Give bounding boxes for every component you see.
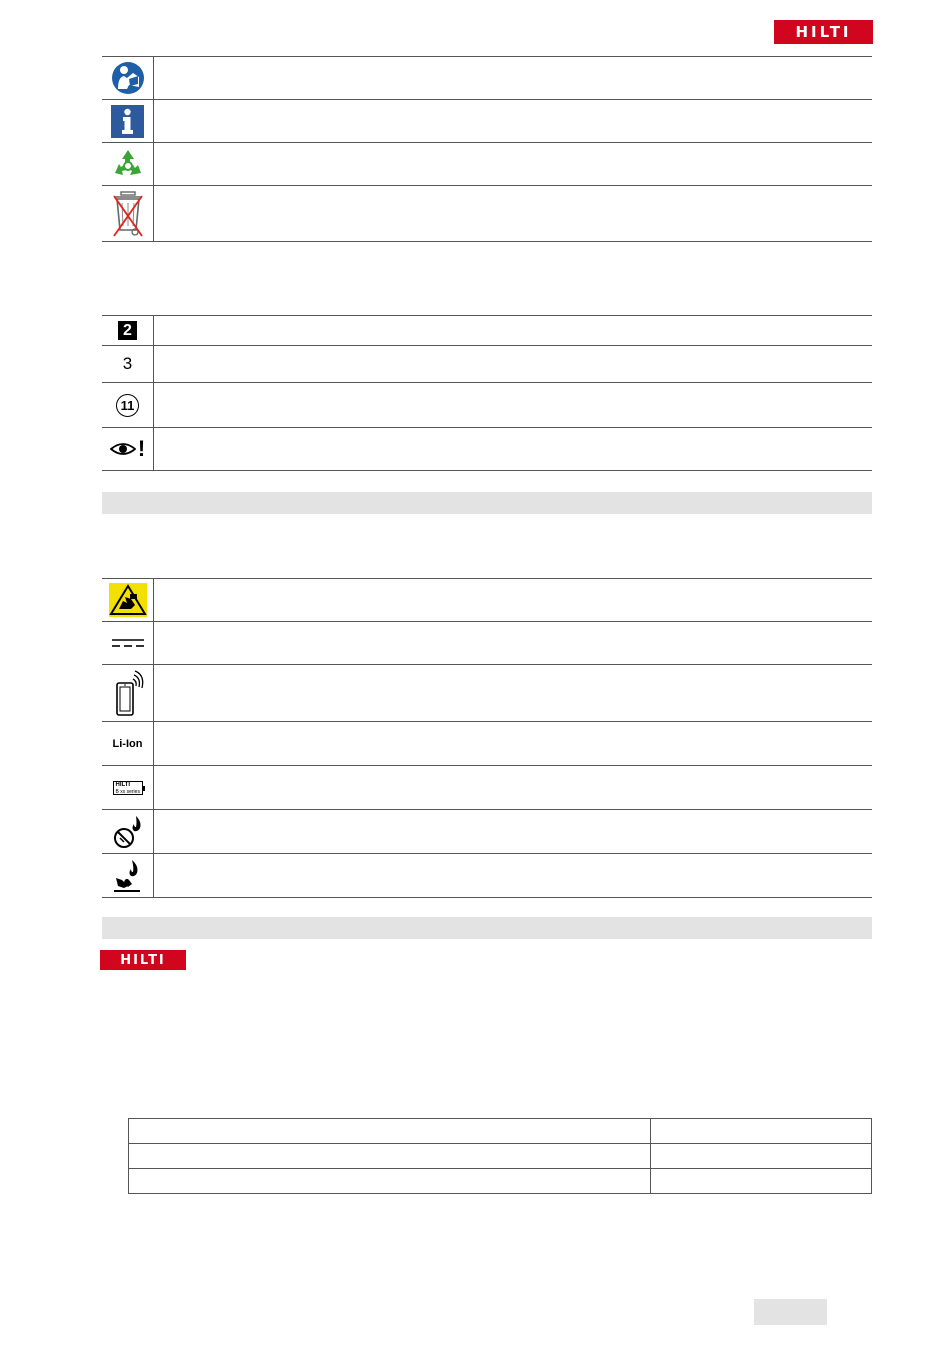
table-row	[102, 766, 872, 810]
wireless-phone-icon	[102, 665, 154, 721]
table-row	[129, 1144, 872, 1169]
table-row	[102, 810, 872, 854]
information-icon	[102, 100, 154, 142]
table-row	[102, 57, 872, 100]
table-row	[102, 143, 872, 186]
table-row	[129, 1119, 872, 1144]
table-row	[102, 854, 872, 898]
table-row	[102, 383, 872, 428]
direct-current-icon	[102, 622, 154, 664]
product-info-table	[128, 1118, 872, 1194]
figure-number-icon: 2	[102, 316, 154, 345]
hilti-logo: HILTI	[774, 20, 873, 44]
table-row	[102, 579, 872, 622]
symbol-table-illustrations	[102, 315, 872, 471]
crush-hazard-icon	[102, 579, 154, 621]
table-row	[102, 722, 872, 766]
table-row	[129, 1169, 872, 1194]
read-manual-icon	[102, 57, 154, 99]
table-row	[102, 100, 872, 143]
table-row	[102, 346, 872, 383]
section-bar	[102, 917, 872, 939]
hilti-logo: HILTI	[100, 950, 186, 970]
position-number-icon: 11	[102, 383, 154, 427]
symbol-table-product	[102, 578, 872, 898]
table-row	[102, 186, 872, 242]
section-bar	[102, 492, 872, 514]
li-ion-icon: Li-Ion	[102, 722, 154, 765]
crossed-out-bin-icon	[102, 186, 154, 241]
step-number-icon: 3	[102, 346, 154, 382]
table-row	[102, 428, 872, 471]
attention-eye-icon: !	[102, 428, 154, 470]
page-number-box	[754, 1299, 827, 1325]
table-row	[102, 665, 872, 722]
fire-hazard-icon	[102, 854, 154, 897]
symbol-table-general	[102, 56, 872, 242]
no-fire-icon	[102, 810, 154, 853]
table-row	[102, 622, 872, 665]
battery-series-icon: HILTI B xx series	[102, 766, 154, 809]
table-row	[102, 316, 872, 346]
recycle-icon	[102, 143, 154, 185]
